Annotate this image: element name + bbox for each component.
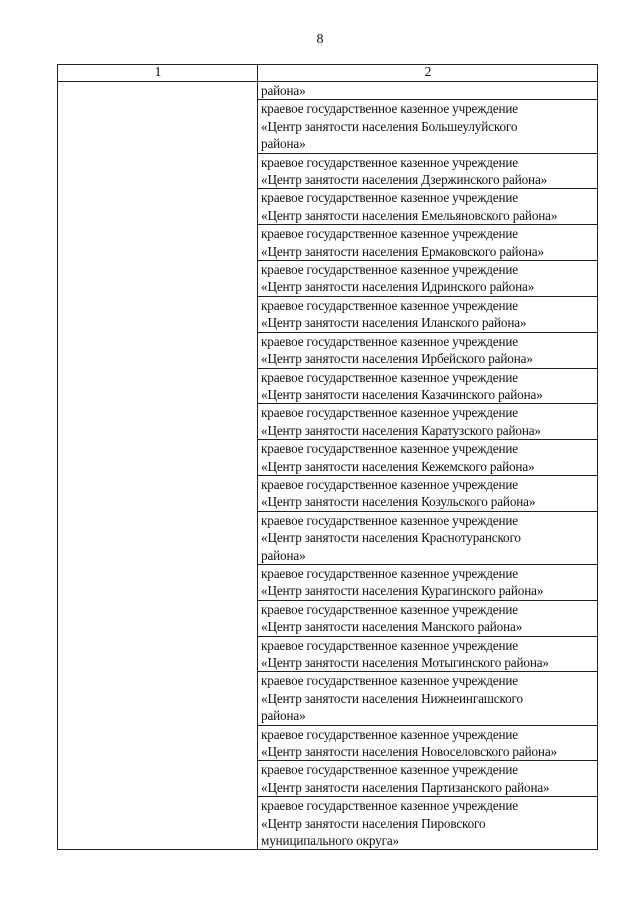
institution-text-line: «Центр занятости населения Ермаковского района» (261, 243, 544, 259)
institution-text-line: «Центр занятости населения Дзержинского района» (261, 172, 548, 188)
institution-text-line: «Центр занятости населения Емельяновского района» (261, 207, 558, 223)
institution-cell (258, 761, 598, 797)
institution-text-line: краевое государственное казенное учреждение (261, 565, 518, 581)
institution-text-line: «Центр занятости населения Краснотуранского (261, 530, 521, 546)
institution-text-line: «Центр занятости населения Пировского (261, 815, 486, 831)
institution-text-line: «Центр занятости населения Партизанского района» (261, 779, 550, 795)
institution-cell (258, 600, 598, 636)
institution-text-line: «Центр занятости населения Кежемского района» (261, 458, 535, 474)
institution-cell (258, 636, 598, 672)
institution-text-line: района» (261, 547, 306, 563)
institution-text-line: краевое государственное казенное учреждение (261, 405, 518, 421)
empty-first-column-cell (58, 82, 258, 850)
institution-cell (258, 100, 598, 153)
institution-text-line: краевое государственное казенное учреждение (261, 262, 518, 278)
institution-text-line: краевое государственное казенное учреждение (261, 190, 518, 206)
institution-text-line: краевое государственное казенное учреждение (261, 101, 518, 117)
institution-text-line: «Центр занятости населения Нижнеингашского (261, 690, 523, 706)
institution-text-line: районa» (261, 83, 306, 98)
page-number: 8 (316, 32, 324, 47)
institution-cell (258, 440, 598, 476)
institution-text-line: «Центр занятости населения Новоселовского района» (261, 744, 557, 760)
institution-text-line: «Центр занятости населения Манского района» (261, 619, 523, 635)
institution-text-line: муниципального округа» (261, 833, 399, 849)
institution-cell (258, 296, 598, 332)
column-header-2: 2 (258, 65, 598, 82)
institution-cell (258, 672, 598, 725)
institution-cell (258, 475, 598, 511)
institution-text-line: краевое государственное казенное учреждение (261, 512, 518, 528)
institution-text-line: «Центр занятости населения Иланского района» (261, 315, 527, 331)
institution-cell (258, 511, 598, 564)
institution-cell (258, 564, 598, 600)
institution-cell (258, 797, 598, 850)
institution-cell (258, 261, 598, 297)
institution-text-line: «Центр занятости населения Курагинского района» (261, 583, 544, 599)
institution-text-line: краевое государственное казенное учреждение (261, 369, 518, 385)
institution-text-line: «Центр занятости населения Идринского района» (261, 279, 535, 295)
institution-text-line: краевое государственное казенное учреждение (261, 297, 518, 313)
institution-text-line: краевое государственное казенное учреждение (261, 637, 518, 653)
institution-text-line: краевое государственное казенное учреждение (261, 476, 518, 492)
institution-cell (258, 404, 598, 440)
institution-cell (258, 332, 598, 368)
institution-text-line: краевое государственное казенное учреждение (261, 601, 518, 617)
institution-cell (258, 82, 598, 100)
institution-cell (258, 189, 598, 225)
institution-cell (258, 725, 598, 761)
table-header-row (58, 65, 598, 82)
institution-text-line: краевое государственное казенное учреждение (261, 226, 518, 242)
institution-text-line: района» (261, 136, 306, 152)
institution-cell (258, 153, 598, 189)
institution-text-line: краевое государственное казенное учреждение (261, 726, 518, 742)
institution-text-line: «Центр занятости населения Каратузского района» (261, 422, 541, 438)
institution-text-line: краевое государственное казенное учреждение (261, 441, 518, 457)
institution-text-line: краевое государственное казенное учреждение (261, 333, 518, 349)
table-row (58, 82, 598, 100)
institutions-table (57, 64, 598, 850)
institution-text-line: краевое государственное казенное учреждение (261, 673, 518, 689)
institution-text-line: «Центр занятости населения Козульского района» (261, 494, 536, 510)
institution-text-line: «Центр занятости населения Мотыгинского района» (261, 655, 549, 670)
institution-text-line: «Центр занятости населения Казачинского района» (261, 386, 543, 402)
institution-cell (258, 368, 598, 404)
institution-text-line: района» (261, 708, 306, 724)
institution-text-line: «Центр занятости населения Большеулуйского (261, 118, 518, 134)
institution-cell (258, 225, 598, 261)
institution-text-line: краевое государственное казенное учреждение (261, 762, 518, 778)
institution-text-line: «Центр занятости населения Ирбейского района» (261, 351, 533, 367)
institution-text-line: краевое государственное казенное учреждение (261, 154, 518, 170)
institution-text-line: краевое государственное казенное учреждение (261, 798, 518, 814)
column-header-1: 1 (58, 65, 258, 82)
